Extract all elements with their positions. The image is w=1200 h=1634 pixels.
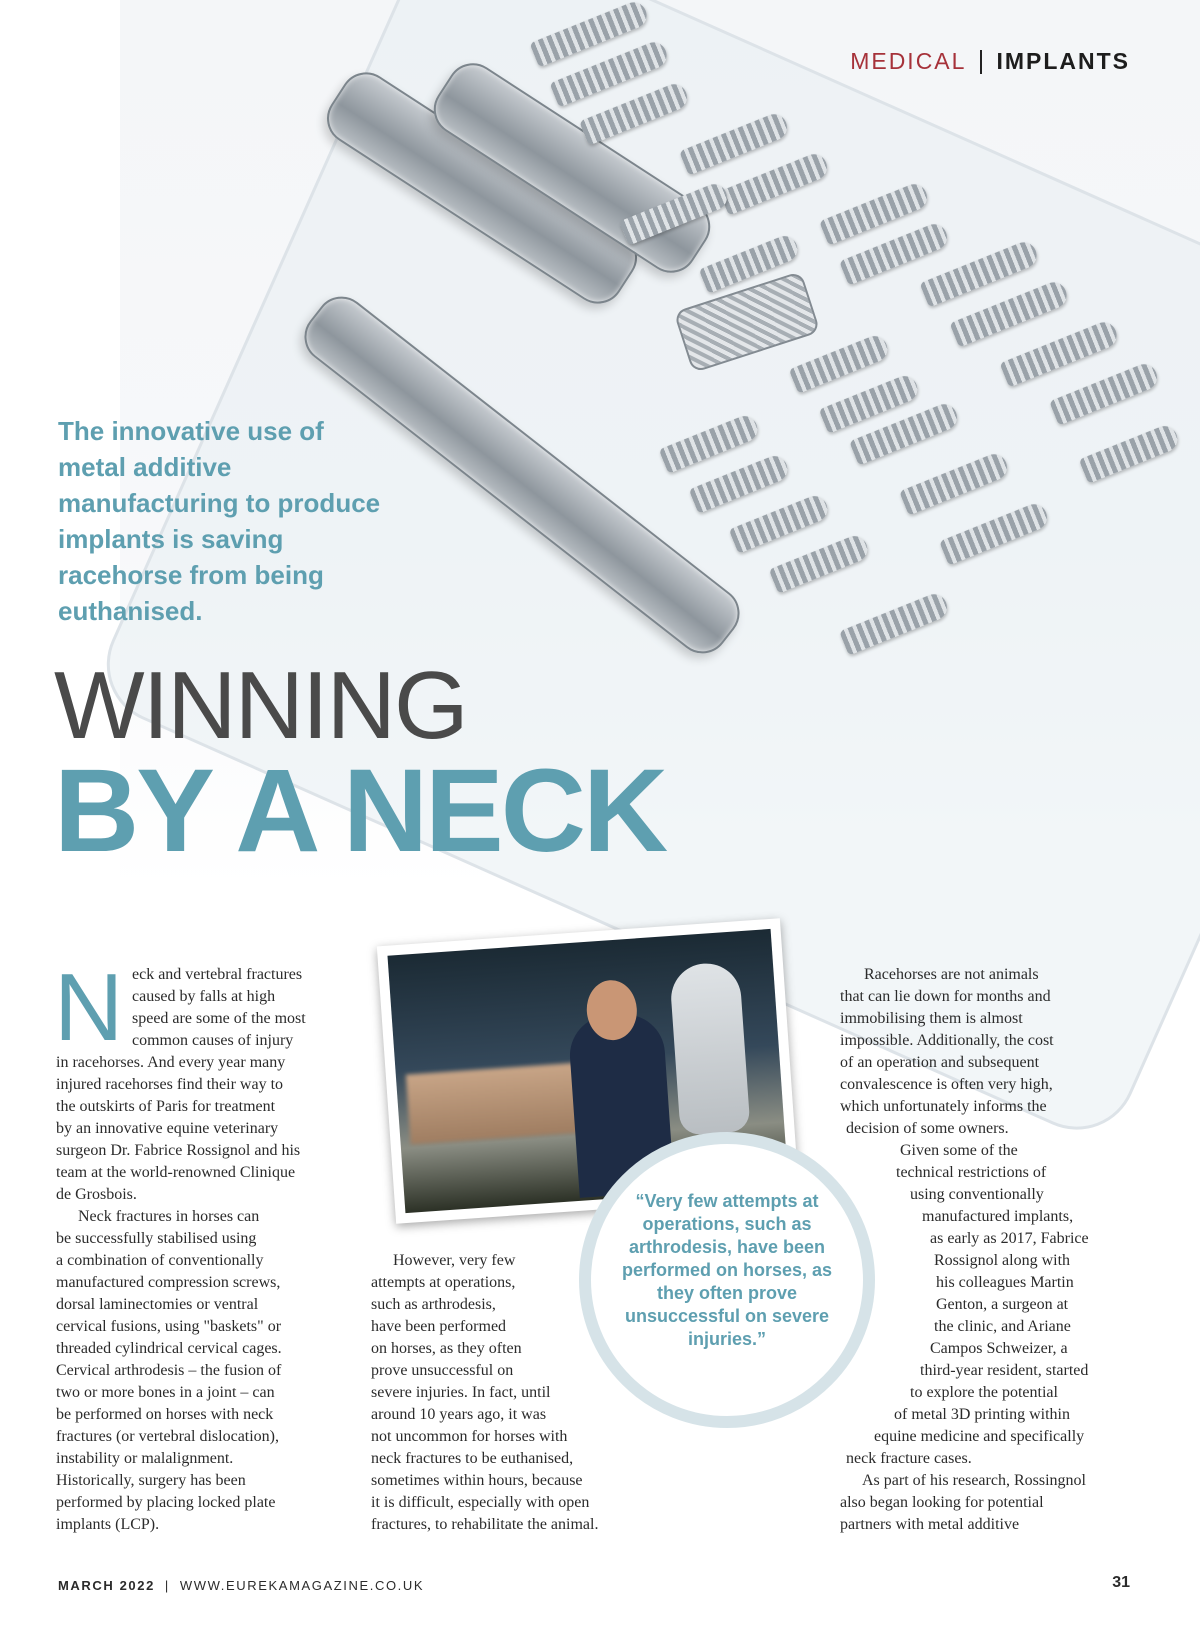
body-line: speed are some of the most (132, 1010, 306, 1027)
section-category: MEDICAL (850, 48, 967, 74)
body-line: a combination of conventionally (56, 1252, 264, 1269)
body-line: two or more bones in a joint – can (56, 1384, 275, 1401)
body-line: dorsal laminectomies or ventral (56, 1296, 259, 1313)
body-line: have been performed (371, 1318, 507, 1335)
body-line: the clinic, and Ariane (934, 1318, 1071, 1335)
body-line: on horses, as they often (371, 1340, 522, 1357)
body-line: in racehorses. And every year many (56, 1054, 286, 1071)
body-line: threaded cylindrical cervical cages. (56, 1340, 282, 1357)
headline-line-2: BY A NECK (54, 745, 666, 877)
body-line: as early as 2017, Fabrice (930, 1230, 1089, 1247)
drop-cap: N (54, 954, 124, 1061)
section-divider (980, 50, 982, 74)
body-line: manufactured compression screws, (56, 1274, 281, 1291)
body-line: surgeon Dr. Fabrice Rossignol and his (56, 1142, 301, 1159)
body-line: Rossignol along with (934, 1252, 1071, 1269)
body-line: Neck fractures in horses can (78, 1208, 260, 1225)
body-line: it is difficult, especially with open (371, 1494, 590, 1511)
body-line: neck fracture cases. (846, 1450, 972, 1467)
body-line: performed by placing locked plate (56, 1494, 276, 1511)
standfirst: The innovative use of metal additive manufacturing to produce implants is saving racehorse from being euthanised. (58, 416, 381, 626)
pull-quote: “Very few attempts at operations, such as arthrodesis, have been performed on horses, as they often prove unsuccessful on severe injuries.” (621, 1190, 833, 1349)
body-line: neck fractures to be euthanised, (371, 1450, 574, 1467)
chateau-background (406, 1063, 580, 1145)
body-line: to explore the potential (910, 1384, 1058, 1401)
body-line: As part of his research, Rossingnol (862, 1472, 1086, 1489)
body-line: attempts at operations, (371, 1274, 516, 1291)
body-line: caused by falls at high (132, 988, 276, 1005)
body-line: eck and vertebral fractures (132, 966, 303, 983)
body-column-3 (840, 964, 1140, 1536)
body-line: fractures, to rehabilitate the animal. (371, 1516, 599, 1533)
pull-quote-circle (579, 1132, 875, 1428)
body-line: fractures (or vertebral dislocation), (56, 1428, 280, 1445)
body-line: Campos Schweizer, a (930, 1340, 1068, 1357)
body-line: technical restrictions of (896, 1164, 1047, 1181)
section-label (850, 48, 1130, 75)
body-line: using conventionally (910, 1186, 1044, 1203)
body-line: implants (LCP). (56, 1516, 160, 1533)
body-line: manufactured implants, (922, 1208, 1074, 1225)
body-line: equine medicine and specifically (874, 1428, 1085, 1445)
footer-separator: | (164, 1578, 170, 1593)
body-line: prove unsuccessful on (371, 1362, 514, 1379)
section-subcategory: IMPLANTS (996, 48, 1130, 74)
body-line: Historically, surgery has been (56, 1472, 246, 1489)
body-line: partners with metal additive (840, 1516, 1020, 1533)
body-line: such as arthrodesis, (371, 1296, 496, 1313)
body-line: be successfully stabilised using (56, 1230, 257, 1247)
headline-line-1: WINNING (54, 652, 467, 759)
body-line: which unfortunately informs the (840, 1098, 1047, 1115)
body-line: immobilising them is almost (840, 1010, 1023, 1027)
body-line: be performed on horses with neck (56, 1406, 274, 1423)
body-line: of metal 3D printing within (894, 1406, 1070, 1423)
body-line: his colleagues Martin (936, 1274, 1074, 1291)
body-line: the outskirts of Paris for treatment (56, 1098, 276, 1115)
body-line: severe injuries. In fact, until (371, 1384, 551, 1401)
body-line: Racehorses are not animals (864, 966, 1039, 983)
body-line: not uncommon for horses with (371, 1428, 568, 1445)
body-column-1 (56, 964, 376, 1536)
body-line: Cervical arthrodesis – the fusion of (56, 1362, 282, 1379)
body-line: convalescence is often very high, (840, 1076, 1053, 1093)
issue-date: MARCH 2022 (58, 1578, 155, 1593)
body-line: sometimes within hours, because (371, 1472, 583, 1489)
body-line: common causes of injury (132, 1032, 294, 1049)
body-line: third-year resident, started (920, 1362, 1089, 1379)
body-line: Genton, a surgeon at (936, 1296, 1069, 1313)
website-url: WWW.EUREKAMAGAZINE.CO.UK (179, 1578, 425, 1593)
horse-figure (669, 961, 751, 1135)
body-line: de Grosbois. (56, 1186, 137, 1203)
body-line: around 10 years ago, it was (371, 1406, 547, 1423)
body-line: cervical fusions, using "baskets" or (56, 1318, 282, 1335)
body-line: Given some of the (900, 1142, 1018, 1159)
page-footer (58, 1578, 424, 1593)
body-line: of an operation and subsequent (840, 1054, 1040, 1071)
body-line: also began looking for potential (840, 1494, 1044, 1511)
body-line: team at the world-renowned Clinique (56, 1164, 296, 1181)
body-line: injured racehorses find their way to (56, 1076, 284, 1093)
body-line: by an innovative equine veterinary (56, 1120, 279, 1137)
body-line: instability or malalignment. (56, 1450, 234, 1467)
body-line: decision of some owners. (846, 1120, 1009, 1137)
body-line: impossible. Additionally, the cost (840, 1032, 1054, 1049)
body-line: However, very few (393, 1252, 516, 1269)
body-line: that can lie down for months and (840, 988, 1051, 1005)
page-number: 31 (1112, 1574, 1130, 1591)
